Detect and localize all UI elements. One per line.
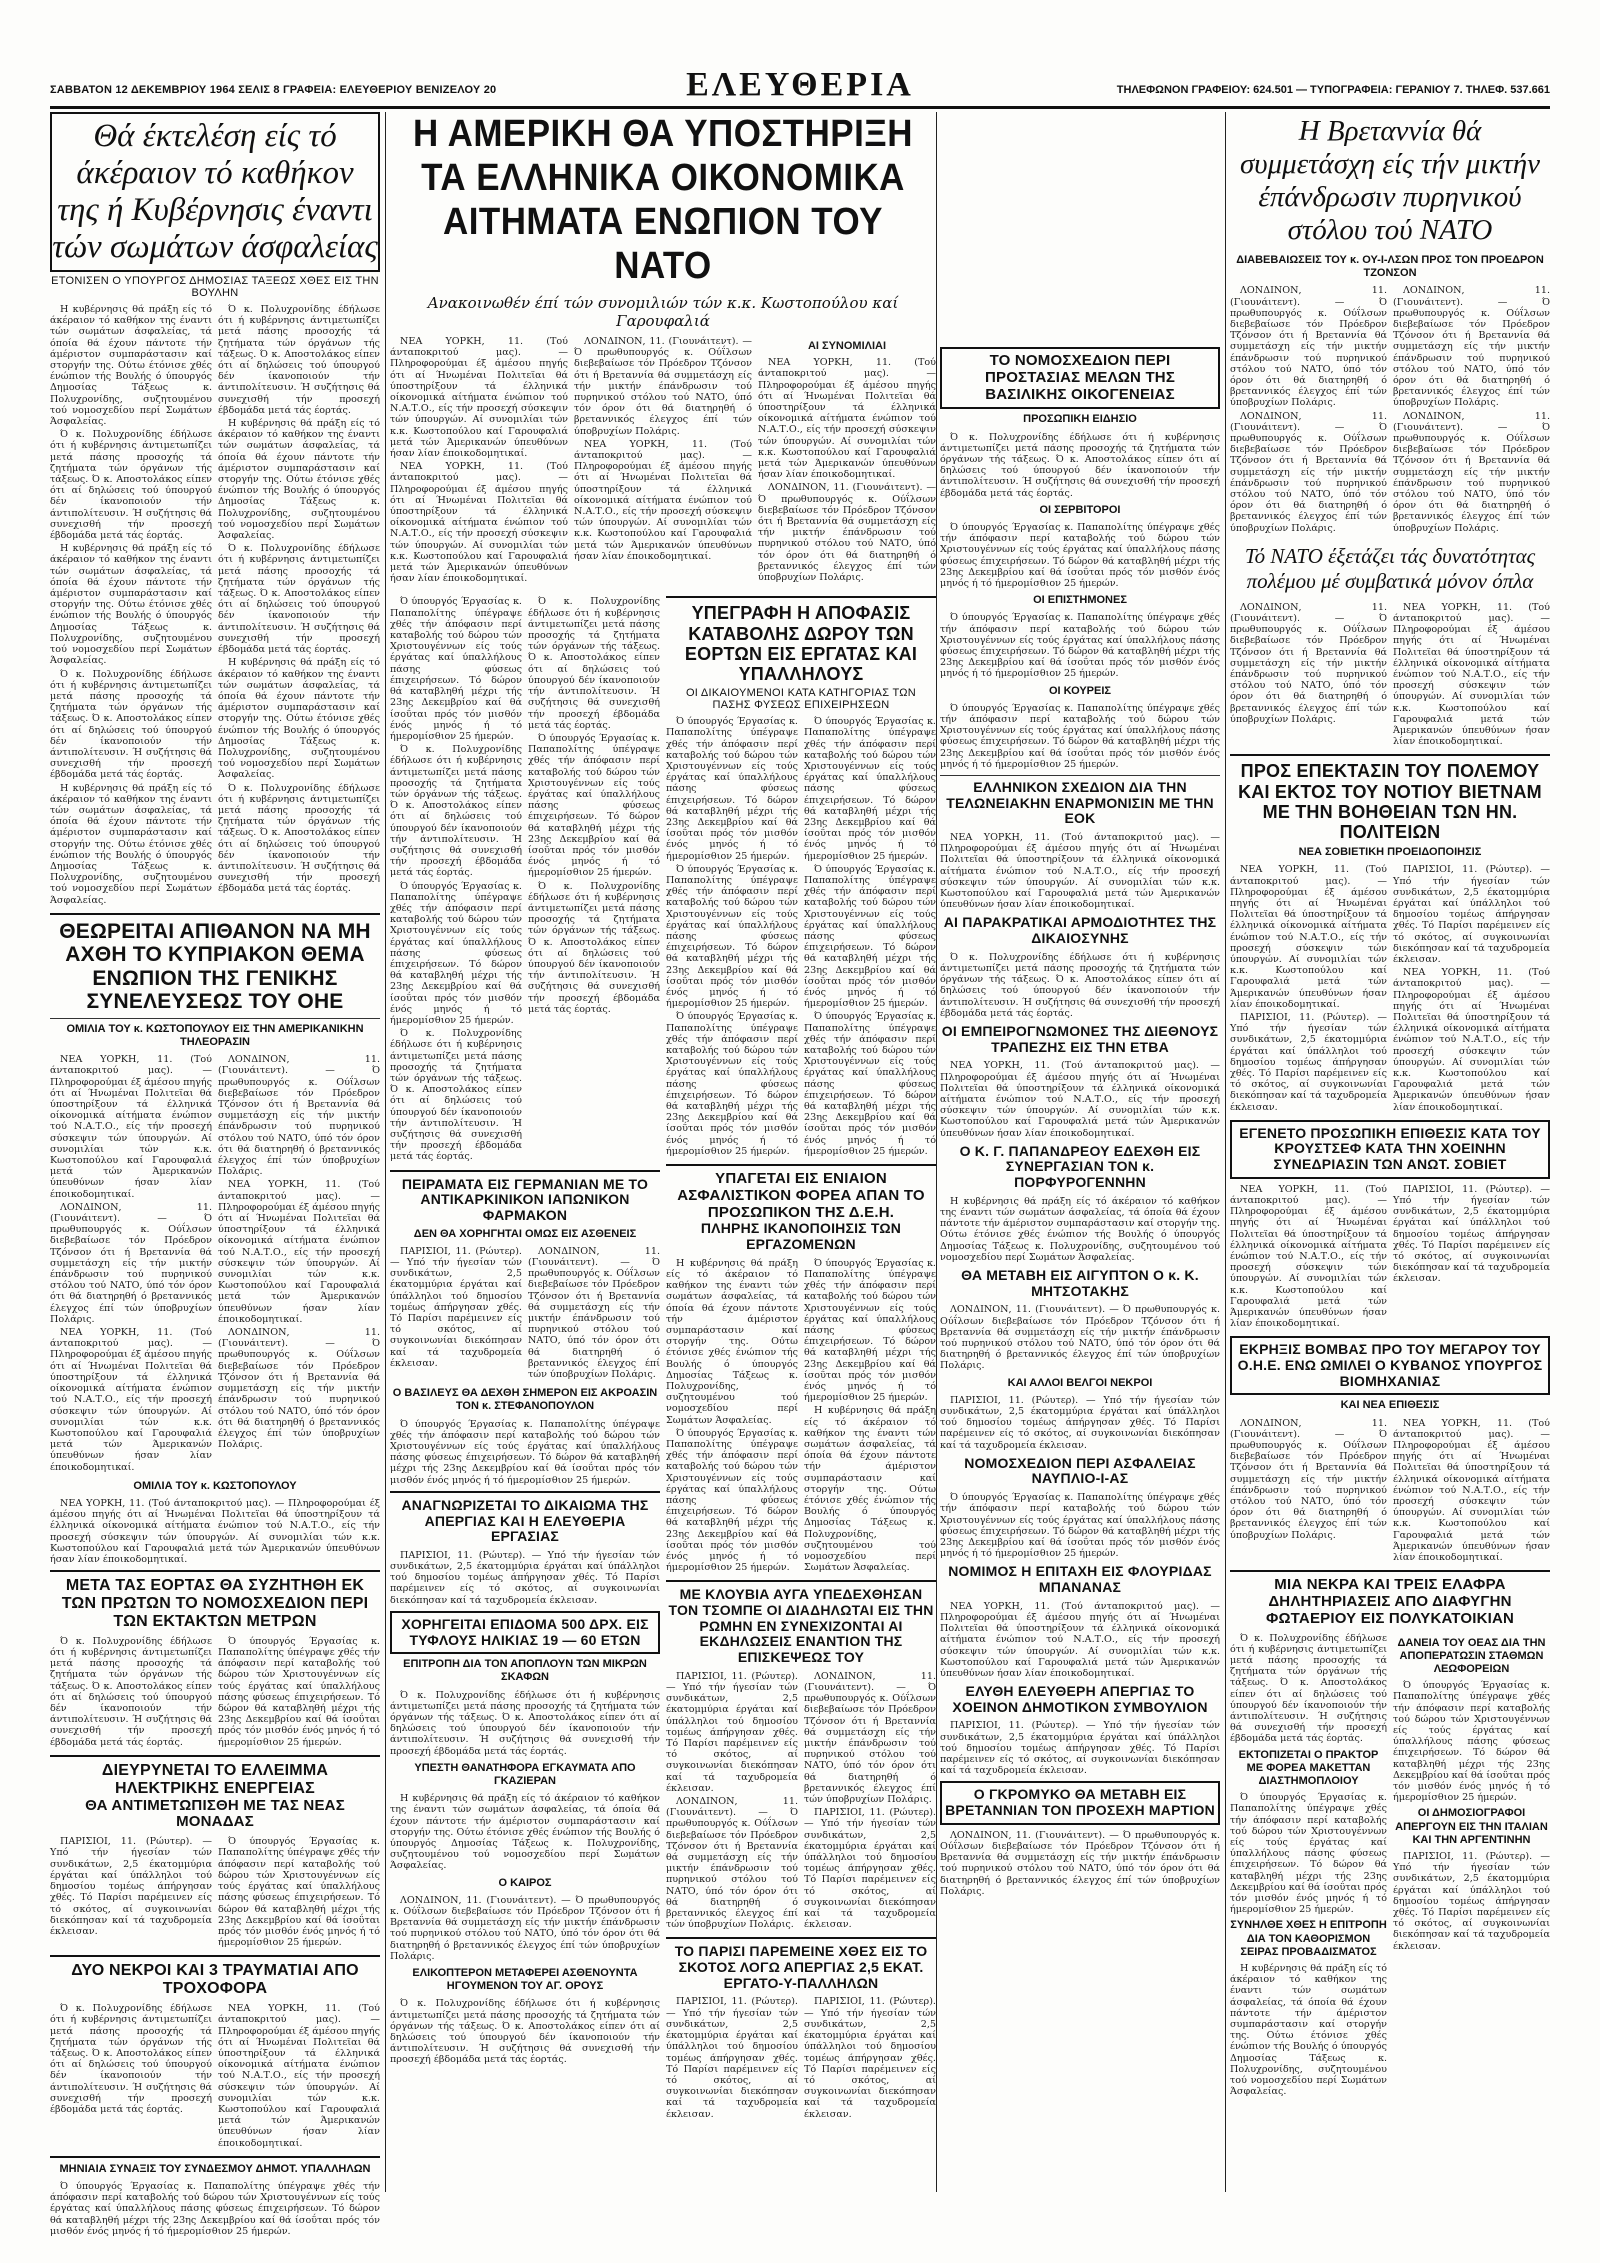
paragraph: ΛΟΝΔΙΝΟΝ, 11. (Γιουνάιτεντ). — Ό πρωθυπουργός κ. Ούΐλσων διεβεβαίωσε τόν Πρόεδρον Τζόνσον ότι ή Βρεταννία θά συμμετάσχη είς τήν μικτήν έπάνδρωσιν τού πυρηνικού στόλου τού ΝΑΤΟ, ύπό τόν όρον ότι θά διατηρηθή ό βρεταννικός έλεγχος έπί τών ύποβρυχίων Πολάρις. xyxy=(804,1670,936,1806)
divider xyxy=(940,775,1220,776)
paragraph: ΝΕΑ ΥΟΡΚΗ, 11. (Τού άνταποκριτού μας). — Πληροφορούμαι έξ άμέσου πηγής ότι αί Ήνωμέναι Πολιτεϊαι θά ύποστηρίξουν τά έλληνικά οίκονομικά αίτήματα ένώπιον τού Ν.Α.Τ.Ο., είς τήν προσεχή σύσκεψιν τών ύπουργών. Αί συνομιλίαι τών κ.κ. Κωστοπούλου καί Γαρουφαλιά μετά τών Άμερικανών ύπευθύνων ήσαν λίαν έποικοδομητικαί. xyxy=(50,1054,212,1200)
paragraph: ΠΑΡΙΣΙΟΙ, 11. (Ρώυτερ). — Υπό τήν ήγεσίαν τών συνδικάτων, 2,5 έκατομμύρια έργάται καί ύπάλληλοι τού δημοσίου τομέως άπήργησαν χθές. Τό Παρίσι παρέμεινεν είς τό σκότος, αί συγκοινωνίαι διεκόπησαν καί τά ταχυδρομεία έκλεισαν. xyxy=(50,1836,212,1937)
headline-insurance: ΥΠΑΓΕΤΑΙ ΕΙΣ ΕΝΙΑΙΟΝ ΑΣΦΑΛΙΣΤΙΚΟΝ ΦΟΡΕΑ ΑΠΑΝ ΤΟ ΠΡΟΣΩΠΙΚΟΝ ΤΗΣ Δ.Ε.Η. xyxy=(677,1170,925,1221)
headline-eec: ΕΛΛΗΝΙΚΟΝ ΣΧΕΔΙΟΝ ΔΙΑ ΤΗΝ ΤΕΛΩΝΕΙΑΚΗΝ ΕΝΑΡΜΟΝΙΣΙΝ ΜΕ ΤΗΝ ΕΟΚ xyxy=(946,779,1214,827)
paragraph: Ό ύπουργός Έργασίας κ. Παπαπολίτης ύπέγραψε χθές τήν άπόφασιν περί καταβολής τού δώρου τών Χριστουγέννων είς τούς έργάτας καί ύπαλλήλους πάσης φύσεως έπιχειρήσεων. Τό δώρον θά καταβληθή μέχρι τής 23ης Δεκεμβρίου καί θά ίσοΰται πρός τόν μισθόν ένός μηνός ή τό ήμερομίσθιον 25 ήμερών. xyxy=(390,596,522,742)
article-body xyxy=(50,1054,380,1475)
paragraph: ΝΕΑ ΥΟΡΚΗ, 11. (Τού άνταποκριτού μας). — Πληροφορούμαι έξ άμέσου πηγής ότι αί Ήνωμέναι Πολιτεϊαι θά ύποστηρίξουν τά έλληνικά οίκονομικά αίτήματα ένώπιον τού Ν.Α.Τ.Ο., είς τήν προσεχή σύσκεψιν τών ύπουργών. Αί συνομιλίαι τών κ.κ. Κωστοπούλου καί Γαρουφαλιά μετά τών Άμερικανών ύπευθύνων ήσαν λίαν έποικοδομητικαί. xyxy=(1230,1183,1387,1330)
paragraph: ΠΑΡΙΣΙΟΙ, 11. (Ρώυτερ). — Υπό τήν ήγεσίαν τών συνδικάτων, 2,5 έκατομμύρια έργάται καί ύπάλληλοι τού δημοσίου τομέως άπήργησαν χθές. Τό Παρίσι παρέμεινεν είς τό σκότος, αί συγκοινωνίαι διεκόπησαν καί τά ταχυδρομεία έκλεισαν. xyxy=(390,1549,660,1606)
headline-journalist: ΟΙ ΔΗΜΟΣΙΟΓΡΑΦΟΙ ΑΠΕΡΓΟΥΝ ΕΙΣ ΤΗΝ ΙΤΑΛΙΑΝ ΚΑΙ ΤΗΝ ΑΡΓΕΝΤΙΝΗΝ xyxy=(1395,1807,1548,1846)
headline-allowance: ΧΟΡΗΓΕΙΤΑΙ ΕΠΙΔΟΜΑ 500 ΔΡΧ. ΕΙΣ ΤΥΦΛΟΥΣ ΗΛΙΚΙΑΣ 19 — 60 ΕΤΩΝ xyxy=(390,1611,660,1654)
divider xyxy=(50,1955,380,1957)
paragraph: Ό κ. Πολυχρονίδης έδήλωσε ότι ή κυβέρνησις άντιμετωπίζει μετά πάσης προσοχής τά ζητήματα τών όργάνων τής τάξεως. Ό κ. Αποστολάκος είπεν ότι αί δηλώσεις τού ύπουργού δέν ίκανοποιούν τήν άντιπολίτευσιν. Ή συζήτησις θά συνεχισθή τήν προσεχή έβδομάδα μετά τάς έορτάς. xyxy=(218,304,380,416)
headline-eggs: ΜΕ ΚΛΟΥΒΙΑ ΑΥΓΑ ΥΠΕΔΕΧΘΗΣΑΝ ΤΟΝ ΤΣΟΜΠΕ ΟΙ ΔΙΑΔΗΛΩΤΑΙ ΕΙΣ ΤΗΝ ΡΩΜΗΝ ΕΝ ΣΥΝΕΧΙΖΟΝΤΑΙ ΑΙ ΕΚΔΗΛΩΣΕΙΣ ΕΝΑΝΤΙΟΝ ΤΗΣ ΕΠΙΣΚΕΨΕΩΣ ΤΟΥ xyxy=(668,1586,934,1666)
paragraph: ΠΑΡΙΣΙΟΙ, 11. (Ρώυτερ). — Υπό τήν ήγεσίαν τών συνδικάτων, 2,5 έκατομμύρια έργάται καί ύπάλληλοι τού δημοσίου τομέως άπήργησαν χθές. Τό Παρίσι παρέμεινεν είς τό σκότος, αί συγκοινωνίαι διεκόπησαν καί τά ταχυδρομεία έκλεισαν. xyxy=(666,1996,798,2120)
divider xyxy=(50,913,380,915)
article-body xyxy=(940,1492,1220,1559)
headline-cancer: ΠΕΙΡΑΜΑΤΑ ΕΙΣ ΓΕΡΜΑΝΙΑΝ ΜΕ ΤΟ ΑΝΤΙΚΑΡΚΙΝΙΚΟΝ ΙΑΠΩΝΙΚΟΝ ΦΑΡΜΑΚΟΝ xyxy=(401,1175,649,1223)
kicker-omilia: ΟΜΙΛΙΑ ΤΟΥ κ. ΚΩΣΤΟΠΟΥΛΟΥ xyxy=(133,1479,297,1492)
main-subhead: Ανακοινωθέν έπί τών συνομιλιών τών κ.κ. Κωστοπούλου καί Γαρουφαλιά xyxy=(427,294,899,330)
paragraph: ΛΟΝΔΙΝΟΝ, 11. (Γιουνάιτεντ). — Ό πρωθυπουργός κ. Ούΐλσων διεβεβαίωσε τόν Πρόεδρον Τζόνσον ότι ή Βρεταννία θά συμμετάσχη είς τήν μικτήν έπάνδρωσιν τού πυρηνικού στόλου τού ΝΑΤΟ, ύπό τόν όρον ότι θά διατηρηθή ό βρεταννικός έλεγχος έπί τών ύποβρυχίων Πολάρις. xyxy=(50,1201,212,1325)
paragraph: Ό κ. Πολυχρονίδης έδήλωσε ότι ή κυβέρνησις άντιμετωπίζει μετά πάσης προσοχής τά ζητήματα τών όργάνων τής τάξεως. Ό κ. Αποστολάκος είπεν ότι αί δηλώσεις τού ύπουργού δέν ίκανοποιούν τήν άντιπολίτευσιν. Ή συζήτησις θά συνεχισθή τήν προσεχή έβδομάδα μετά τάς έορτάς. xyxy=(218,782,380,895)
divider xyxy=(666,596,936,598)
headline-train: ΔΥΟ ΝΕΚΡΟΙ ΚΑΙ 3 ΤΡΑΥΜΑΤΙΑΙ ΑΠΟ ΤΡΟΧΟΦΟΡΑ xyxy=(71,1962,359,1998)
headline-nafplio: ΝΟΜΟΣΧΕΔΙΟΝ ΠΕΡΙ ΑΣΦΑΛΕΙΑΣ ΝΑΥΠΛΙΟ-Ι-ΑΣ xyxy=(964,1454,1196,1487)
paragraph: Ό κ. Πολυχρονίδης έδήλωσε ότι ή κυβέρνησις άντιμετωπίζει μετά πάσης προσοχής τά ζητήματα τών όργάνων τής τάξεως. Ό κ. Αποστολάκος είπεν ότι αί δηλώσεις τού ύπουργού δέν ίκανοποιούν τήν άντιπολίτευσιν. Ή συζήτησις θά συνεχισθή τήν προσεχή έβδομάδα μετά τάς έορτάς. xyxy=(218,543,380,656)
article-body xyxy=(1230,1792,1387,1915)
article-body xyxy=(1230,285,1550,535)
article-body xyxy=(50,1636,380,1750)
paragraph: ΝΕΑ ΥΟΡΚΗ, 11. (Τού άνταποκριτού μας). — Πληροφορούμαι έξ άμέσου πηγής ότι αί Ήνωμέναι Πολιτεϊαι θά ύποστηρίξουν τά έλληνικά οίκονομικά αίτήματα ένώπιον τού Ν.Α.Τ.Ο., είς τήν προσεχή σύσκεψιν τών ύπουργών. Αί συνομιλίαι τών κ.κ. Κωστοπούλου καί Γαρουφαλιά μετά τών Άμερικανών ύπευθύνων ήσαν λίαν έποικοδομητικαί. xyxy=(758,357,936,481)
article-body xyxy=(1230,1184,1550,1332)
headline-belgian: ΚΑΙ ΑΛΛΟΙ ΒΕΛΓΟΙ ΝΕΚΡΟΙ xyxy=(1007,1376,1153,1389)
paragraph: Ό ύπουργός Έργασίας κ. Παπαπολίτης ύπέγραψε χθές τήν άπόφασιν περί καταβολής τού δώρου τών Χριστουγέννων είς τούς έργάτας καί ύπαλλήλους πάσης φύσεως έπιχειρήσεων. Τό δώρον θά καταβληθή μέχρι τής 23ης Δεκεμβρίου καί θά ίσοΰται πρός τόν μισθόν ένός μηνός ή τό ήμερομίσθιον 25 ήμερών. xyxy=(218,1836,380,1949)
paragraph: Ό κ. Πολυχρονίδης έδήλωσε ότι ή κυβέρνησις άντιμετωπίζει μετά πάσης προσοχής τά ζητήματα τών όργάνων τής τάξεως. Ό κ. Αποστολάκος είπεν ότι αί δηλώσεις τού ύπουργού δέν ίκανοποιούν τήν άντιπολίτευσιν. Ή συζήτησις θά συνεχισθή τήν προσεχή έβδομάδα μετά τάς έορτάς. xyxy=(50,429,212,542)
paragraph: ΛΟΝΔΙΝΟΝ, 11. (Γιουνάιτεντ). — Ό πρωθυπουργός κ. Ούΐλσων διεβεβαίωσε τόν Πρόεδρον Τζόνσον ότι ή Βρεταννία θά συμμετάσχη είς τήν μικτήν έπάνδρωσιν τού πυρηνικού στόλου τού ΝΑΤΟ, ύπό τόν όρον ότι θά διατηρηθή ό βρεταννικός έλεγχος έπί τών ύποβρυχίων Πολάρις. xyxy=(218,1054,380,1178)
date-line: ΣΑΒΒΑΤΟΝ 12 ΔΕΚΕΜΒΡΙΟΥ 1964 ΣΕΛΙΣ 8 ΓΡΑΦΕΙΑ: ΕΛΕΥΘΕΡΙΟΥ ΒΕΝΙΖΕΛΟΥ 20 xyxy=(50,84,497,96)
headline-vietnam: ΠΡΟΣ ΕΠΕΚΤΑΣΙΝ ΤΟΥ ΠΟΛΕΜΟΥ ΚΑΙ ΕΚΤΟΣ ΤΟΥ ΝΟΤΙΟΥ ΒΙΕΤΝΑΜ ΜΕ ΤΗΝ ΒΟΗΘΕΙΑΝ ΤΩΝ ΗΝ. ΠΟΛΙΤΕΙΩΝ xyxy=(1238,761,1542,842)
article-body xyxy=(390,1419,660,1486)
two-col-section xyxy=(1230,1633,1550,2100)
article-body xyxy=(940,1601,1220,1679)
paragraph: ΝΕΑ ΥΟΡΚΗ, 11. (Τού άνταποκριτού μας). — Πληροφορούμαι έξ άμέσου πηγής ότι αί Ήνωμέναι Πολιτεϊαι θά ύποστηρίξουν τά έλληνικά οίκονομικά αίτήματα ένώπιον τού Ν.Α.Τ.Ο., είς τήν προσεχή σύσκεψιν τών ύπουργών. Αί συνομιλίαι τών κ.κ. Κωστοπούλου καί Γαρουφαλιά μετά τών Άμερικανών ύπευθύνων ήσαν λίαν έποικοδομητικαί. xyxy=(1393,1417,1550,1564)
paragraph: Η κυβέρνησις θά πράξη είς τό άκέραιον τό καθήκον της έναντι τών σωμάτων άσφαλείας, τά όποία θά έχουν πάντοτε τήν άμέριστον συμπαράστασιν καί στοργήν της. Ούτω έτόνισε χθές ένώπιον τής Βουλής ό ύπουργός Δημοσίας Τάξεως κ. Πολυχρονίδης, συζητουμένου τού νομοσχεδίου περί Σωμάτων Άσφαλείας. xyxy=(50,304,212,428)
lower-center xyxy=(390,591,936,2126)
column-rule xyxy=(936,112,937,2192)
paragraph: ΝΕΑ ΥΟΡΚΗ, 11. (Τού άνταποκριτού μας). — Πληροφορούμαι έξ άμέσου πηγής ότι αί Ήνωμέναι Πολιτεϊαι θά ύποστηρίξουν τά έλληνικά οίκονομικά αίτήματα ένώπιον τού Ν.Α.Τ.Ο., είς τήν προσεχή σύσκεψιν τών ύπουργών. Αί συνομιλίαι τών κ.κ. Κωστοπούλου καί Γαρουφαλιά μετά τών Άμερικανών ύπευθύνων ήσαν λίαν έποικοδομητικαί. xyxy=(390,336,568,460)
paragraph: Ό ύπουργός Έργασίας κ. Παπαπολίτης ύπέγραψε χθές τήν άπόφασιν περί καταβολής τού δώρου τών Χριστουγέννων είς τούς έργάτας καί ύπαλλήλους πάσης φύσεως έπιχειρήσεων. Τό δώρον θά καταβληθή μέχρι τής 23ης Δεκεμβρίου καί θά ίσοΰται πρός τόν μισθόν ένός μηνός ή τό ήμερομίσθιον 25 ήμερών. xyxy=(804,1011,936,1157)
paragraph: Ό κ. Πολυχρονίδης έδήλωσε ότι ή κυβέρνησις άντιμετωπίζει μετά πάσης προσοχής τά ζητήματα τών όργάνων τής τάξεως. Ό κ. Αποστολάκος είπεν ότι αί δηλώσεις τού ύπουργού δέν ίκανοποιούν τήν άντιπολίτευσιν. Ή συζήτησις θά συνεχισθή τήν προσεχή έβδομάδα μετά τάς έορτάς. xyxy=(940,431,1220,499)
article-body xyxy=(666,1996,936,2121)
paragraph: ΛΟΝΔΙΝΟΝ, 11. (Γιουνάιτεντ). — Ό πρωθυπουργός κ. Ούΐλσων διεβεβαίωσε τόν Πρόεδρον Τζόνσον ότι ή Βρεταννία θά συμμετάσχη είς τήν μικτήν έπάνδρωσιν τού πυρηνικού στόλου τού ΝΑΤΟ, ύπό τόν όρον ότι θά διατηρηθή ό βρεταννικός έλεγχος έπί τών ύποβρυχίων Πολάρις. xyxy=(666,1796,798,1931)
headline-khrushchev: ΕΓΕΝΕΤΟ ΠΡΟΣΩΠΙΚΗ ΕΠΙΘΕΣΙΣ ΚΑΤΑ ΤΟΥ ΚΡΟΥΣΤΣΕΦ ΚΑΤΑ ΤΗΝ ΧΟΕΙΝΗΝ ΣΥΝΕΔΡΙΑΣΙΝ ΤΩΝ ΑΝΩΤ. ΣΟΒΙΕΤ xyxy=(1230,1120,1550,1179)
article-body xyxy=(940,1196,1220,1263)
article-body xyxy=(390,1793,660,1871)
article-body xyxy=(50,1498,380,1565)
section-3: ΟΙ ΚΟΥΡΕΙΣ xyxy=(1048,684,1112,697)
headline-royal: ΤΟ ΝΟΜΟΣΧΕΔΙΟΝ ΠΕΡΙ ΠΡΟΣΤΑΣΙΑΣ ΜΕΛΩΝ ΤΗΣ ΒΑΣΙΛΙΚΗΣ ΟΙΚΟΓΕΝΕΙΑΣ xyxy=(940,347,1220,409)
article-body xyxy=(1230,1963,1387,2097)
paragraph: Ό ύπουργός Έργασίας κ. Παπαπολίτης ύπέγραψε χθές τήν άπόφασιν περί καταβολής τού δώρου τών Χριστουγέννων είς τούς έργάτας καί ύπαλλήλους πάσης φύσεως έπιχειρήσεων. Τό δώρον θά καταβληθή μέχρι τής 23ης Δεκεμβρίου καί θά ίσοΰται πρός τόν μισθόν ένός μηνός ή τό ήμερομίσθιον 25 ήμερών. xyxy=(666,716,798,862)
paragraph: ΝΕΑ ΥΟΡΚΗ, 11. (Τού άνταποκριτού μας). — Πληροφορούμαι έξ άμέσου πηγής ότι αί Ήνωμέναι Πολιτεϊαι θά ύποστηρίξουν τά έλληνικά οίκονομικά αίτήματα ένώπιον τού Ν.Α.Τ.Ο., είς τήν προσεχή σύσκεψιν τών ύπουργών. Αί συνομιλίαι τών κ.κ. Κωστοπούλου καί Γαρουφαλιά μετά τών Άμερικανών ύπευθύνων ήσαν λίαν έποικοδομητικαί. xyxy=(1230,864,1387,1010)
article-body xyxy=(1230,602,1550,750)
column-4 xyxy=(940,112,1220,2192)
paragraph: ΠΑΡΙΣΙΟΙ, 11. (Ρώυτερ). — Υπό τήν ήγεσίαν τών συνδικάτων, 2,5 έκατομμύρια έργάται καί ύπάλληλοι τού δημοσίου τομέως άπήργησαν χθές. Τό Παρίσι παρέμεινεν είς τό σκότος, αί συγκοινωνίαι διεκόπησαν καί τά ταχυδρομεία έκλεισαν. xyxy=(804,1807,936,1931)
paragraph: Η κυβέρνησις θά πράξη είς τό άκέραιον τό καθήκον της έναντι τών σωμάτων άσφαλείας, τά όποία θά έχουν πάντοτε τήν άμέριστον συμπαράστασιν καί στοργήν της. Ούτω έτόνισε χθές ένώπιον τής Βουλής ό ύπουργός Δημοσίας Τάξεως κ. Πολυχρονίδης, συζητουμένου τού νομοσχεδίου περί Σωμάτων Άσφαλείας. xyxy=(50,782,212,906)
article-body xyxy=(1230,1418,1550,1566)
paragraph: ΠΑΡΙΣΙΟΙ, 11. (Ρώυτερ). — Υπό τήν ήγεσίαν τών συνδικάτων, 2,5 έκατομμύρια έργάται καί ύπάλληλοι τού δημοσίου τομέως άπήργησαν χθές. Τό Παρίσι παρέμεινεν είς τό σκότος, αί συγκοινωνίαι διεκόπησαν καί τά ταχυδρομεία έκλεισαν. xyxy=(940,1394,1220,1451)
paragraph: Ό ύπουργός Έργασίας κ. Παπαπολίτης ύπέγραψε χθές τήν άπόφασιν περί καταβολής τού δώρου τών Χριστουγέννων είς τούς έργάτας καί ύπαλλήλους πάσης φύσεως έπιχειρήσεων. Τό δώρον θά καταβληθή μέχρι τής 23ης Δεκεμβρίου καί θά ίσοΰται πρός τόν μισθόν ένός μηνός ή τό ήμερομίσθιον 25 ήμερών. xyxy=(666,863,798,1010)
article-body xyxy=(1393,1680,1550,1803)
paragraph: Ό κ. Πολυχρονίδης έδήλωσε ότι ή κυβέρνησις άντιμετωπίζει μετά πάσης προσοχής τά ζητήματα τών όργάνων τής τάξεως. Ό κ. Αποστολάκος είπεν ότι αί δηλώσεις τού ύπουργού δέν ίκανοποιούν τήν άντιπολίτευσιν. Ή συζήτησις θά συνεχισθή τήν προσεχή έβδομάδα μετά τάς έορτάς. xyxy=(50,668,212,781)
paragraph: ΝΕΑ ΥΟΡΚΗ, 11. (Τού άνταποκριτού μας). — Πληροφορούμαι έξ άμέσου πηγής ότι αί Ήνωμέναι Πολιτεϊαι θά ύποστηρίξουν τά έλληνικά οίκονομικά αίτήματα ένώπιον τού Ν.Α.Τ.Ο., είς τήν προσεχή σύσκεψιν τών ύπουργών. Αί συνομιλίαι τών κ.κ. Κωστοπούλου καί Γαρουφαλιά μετά τών Άμερικανών ύπευθύνων ήσαν λίαν έποικοδομητικαί. xyxy=(940,1060,1220,1139)
paragraph: Ό ύπουργός Έργασίας κ. Παπαπολίτης ύπέγραψε χθές τήν άπόφασιν περί καταβολής τού δώρου τών Χριστουγέννων είς τούς έργάτας καί ύπαλλήλους πάσης φύσεως έπιχειρήσεων. Τό δώρον θά καταβληθή μέχρι τής 23ης Δεκεμβρίου καί θά ίσοΰται πρός τόν μισθόν ένός μηνός ή τό ήμερομίσθιον 25 ήμερών. xyxy=(940,702,1220,770)
paragraph: ΠΑΡΙΣΙΟΙ, 11. (Ρώυτερ). — Υπό τήν ήγεσίαν τών συνδικάτων, 2,5 έκατομμύρια έργάται καί ύπάλληλοι τού δημοσίου τομέως άπήργησαν χθές. Τό Παρίσι παρέμεινεν είς τό σκότος, αί συγκοινωνίαι διεκόπησαν καί τά ταχυδρομεία έκλεισαν. xyxy=(390,1245,522,1369)
article-body xyxy=(390,596,660,1164)
paragraph: Ό ύπουργός Έργασίας κ. Παπαπολίτης ύπέγραψε χθές τήν άπόφασιν περί καταβολής τού δώρου τών Χριστουγέννων είς τούς έργάτας καί ύπαλλήλους πάσης φύσεως έπιχειρήσεων. Τό δώρον θά καταβληθή μέχρι τής 23ης Δεκεμβρίου καί θά ίσοΰται πρός τόν μισθόν ένός μηνός ή τό ήμερομίσθιον 25 ήμερών. xyxy=(1393,1680,1550,1804)
article-body xyxy=(940,832,1220,910)
kicker-cyprus: ΟΜΙΛΙΑ ΤΟΥ κ. ΚΩΣΤΟΠΟΥΛΟΥ ΕΙΣ ΤΗΝ ΑΜΕΡΙΚΑΝΙΚΗΝ ΤΗΛΕΟΡΑΣΙΝ xyxy=(66,1022,364,1049)
divider xyxy=(1230,1570,1550,1572)
paragraph: ΝΕΑ ΥΟΡΚΗ, 11. (Τού άνταποκριτού μας). — Πληροφορούμαι έξ άμέσου πηγής ότι αί Ήνωμέναι Πολιτεϊαι θά ύποστηρίξουν τά έλληνικά οίκονομικά αίτήματα ένώπιον τού Ν.Α.Τ.Ο., είς τήν προσεχή σύσκεψιν τών ύπουργών. Αί συνομιλίαι τών κ.κ. Κωστοπούλου καί Γαρουφαλιά μετά τών Άμερικανών ύπευθύνων ήσαν λίαν έποικοδομητικαί. xyxy=(218,2003,380,2149)
kicker-cancer: ΔΕΝ ΘΑ ΧΟΡΗΓΗΤΑΙ ΟΜΩΣ ΕΙΣ ΑΣΘΕΝΕΙΣ xyxy=(413,1227,637,1240)
article-body xyxy=(666,1671,936,1933)
headline-gromyko: Ο ΓΚΡΟΜΥΚΟ ΘΑ ΜΕΤΑΒΗ ΕΙΣ ΒΡΕΤΑΝΝΙΑΝ ΤΟΝ ΠΡΟΣΕΧΗ ΜΑΡΤΙΟΝ xyxy=(940,1781,1220,1824)
headline-committee: ΣΥΝΗΛΘΕ ΧΘΕΣ Η ΕΠΙΤΡΟΠΗ ΔΙΑ ΤΟΝ ΚΑΘΟΡΙΣΜΟΝ ΣΕΙΡΑΣ ΠΡΟΒΑΔΙΣΜΑΤΟΣ xyxy=(1230,1919,1387,1958)
paragraph: Ό ύπουργός Έργασίας κ. Παπαπολίτης ύπέγραψε χθές τήν άπόφασιν περί καταβολής τού δώρου τών Χριστουγέννων είς τούς έργάτας καί ύπαλλήλους πάσης φύσεως έπιχειρήσεων. Τό δώρον θά καταβληθή μέχρι τής 23ης Δεκεμβρίου καί θά ίσοΰται πρός τόν μισθόν ένός μηνός ή τό ήμερομίσθιον 25 ήμερών. xyxy=(1230,1792,1387,1916)
paragraph: Ό κ. Πολυχρονίδης έδήλωσε ότι ή κυβέρνησις άντιμετωπίζει μετά πάσης προσοχής τά ζητήματα τών όργάνων τής τάξεως. Ό κ. Αποστολάκος είπεν ότι αί δηλώσεις τού ύπουργού δέν ίκανοποιούν τήν άντιπολίτευσιν. Ή συζήτησις θά συνεχισθή τήν προσεχή έβδομάδα μετά τάς έορτάς. xyxy=(390,744,522,879)
article-body xyxy=(940,522,1220,589)
column-1 xyxy=(50,112,380,2237)
article-body xyxy=(1393,1851,1550,1952)
article-body xyxy=(50,2003,380,2151)
article-body xyxy=(940,432,1220,499)
paragraph: Ό κ. Πολυχρονίδης έδήλωσε ότι ή κυβέρνησις άντιμετωπίζει μετά πάσης προσοχής τά ζητήματα τών όργάνων τής τάξεως. Ό κ. Αποστολάκος είπεν ότι αί δηλώσεις τού ύπουργού δέν ίκανοποιούν τήν άντιπολίτευσιν. Ή συζήτησις θά συνεχισθή τήν προσεχή έβδομάδα μετά τάς έορτάς. xyxy=(528,880,660,1015)
paragraph: ΛΟΝΔΙΝΟΝ, 11. (Γιουνάιτεντ). — Ό πρωθυπουργός κ. Ούΐλσων διεβεβαίωσε τόν Πρόεδρον Τζόνσον ότι ή Βρεταννία θά συμμετάσχη είς τήν μικτήν έπάνδρωσιν τού πυρηνικού στόλου τού ΝΑΤΟ, ύπό τόν όρον ότι θά διατηρηθή ό βρεταννικός έλεγχος έπί τών ύποβρυχίων Πολάρις. xyxy=(940,1829,1220,1897)
headline-egypt: ΘΑ ΜΕΤΑΒΗ ΕΙΣ ΑΙΓΥΠΤΟΝ Ο κ. Κ. ΜΗΤΣΟΤΑΚΗΣ xyxy=(961,1267,1199,1299)
paragraph: Ό ύπουργός Έργασίας κ. Παπαπολίτης ύπέγραψε χθές τήν άπόφασιν περί καταβολής τού δώρου τών Χριστουγέννων είς τούς έργάτας καί ύπαλλήλους πάσης φύσεως έπιχειρήσεων. Τό δώρον θά καταβληθή μέχρι τής 23ης Δεκεμβρίου καί θά ίσοΰται πρός τόν μισθόν ένός μηνός ή τό ήμερομίσθιον 25 ήμερών. xyxy=(50,2180,380,2237)
kicker-talks: ΑΙ ΣΥΝΟΜΙΛΙΑΙ xyxy=(807,340,887,352)
paragraph: Η κυβέρνησις θά πράξη είς τό άκέραιον τό καθήκον της έναντι τών σωμάτων άσφαλείας, τά όποία θά έχουν πάντοτε τήν άμέριστον συμπαράστασιν καί στοργήν της. Ούτω έτόνισε χθές ένώπιον τής Βουλής ό ύπουργός Δημοσίας Τάξεως κ. Πολυχρονίδης, συζητουμένου τού νομοσχεδίου περί Σωμάτων Άσφαλείας. xyxy=(940,1195,1221,1263)
lead-kicker: ΕΤΟΝΙΣΕΝ Ο ΥΠΟΥΡΓΟΣ ΔΗΜΟΣΙΑΣ ΤΑΞΕΩΣ ΧΘΕΣ ΕΙΣ ΤΗΝ ΒΟΥΛΗΝ xyxy=(51,275,379,299)
paragraph: Ό κ. Πολυχρονίδης έδήλωσε ότι ή κυβέρνησις άντιμετωπίζει μετά πάσης προσοχής τά ζητήματα τών όργάνων τής τάξεως. Ό κ. Αποστολάκος είπεν ότι αί δηλώσεις τού ύπουργού δέν ίκανοποιούν τήν άντιπολίτευσιν. Ή συζήτησις θά συνεχισθή τήν προσεχή έβδομάδα μετά τάς έορτάς. xyxy=(1230,1632,1387,1745)
lead-title: Θά έκτελέση είς τό άκέραιον τό καθήκον της ή Κυβέρνησις έναντι τών σωμάτων άσφαλείας xyxy=(50,112,380,272)
paragraph: ΠΑΡΙΣΙΟΙ, 11. (Ρώυτερ). — Υπό τήν ήγεσίαν τών συνδικάτων, 2,5 έκατομμύρια έργάται καί ύπάλληλοι τού δημοσίου τομέως άπήργησαν χθές. Τό Παρίσι παρέμεινεν είς τό σκότος, αί συγκοινωνίαι διεκόπησαν καί τά ταχυδρομεία έκλεισαν. xyxy=(1393,1851,1550,1952)
paragraph: Η κυβέρνησις θά πράξη είς τό άκέραιον τό καθήκον της έναντι τών σωμάτων άσφαλείας, τά όποία θά έχουν πάντοτε τήν άμέριστον συμπαράστασιν καί στοργήν της. Ούτω έτόνισε χθές ένώπιον τής Βουλής ό ύπουργός Δημοσίας Τάξεως κ. Πολυχρονίδης, συζητουμένου τού νομοσχεδίου περί Σωμάτων Άσφαλείας. xyxy=(390,1793,660,1872)
paragraph: ΝΕΑ ΥΟΡΚΗ, 11. (Τού άνταποκριτού μας). — Πληροφορούμαι έξ άμέσου πηγής ότι αί Ήνωμέναι Πολιτεϊαι θά ύποστηρίξουν τά έλληνικά οίκονομικά αίτήματα ένώπιον τού Ν.Α.Τ.Ο., είς τήν προσεχή σύσκεψιν τών ύπουργών. Αί συνομιλίαι τών κ.κ. Κωστοπούλου καί Γαρουφαλιά μετά τών Άμερικανών ύπευθύνων ήσαν λίαν έποικοδομητικαί. xyxy=(390,461,568,585)
britain-title: Η Βρεταννία θά συμμετάσχη είς τήν μικτήν έπάνδρωσιν πυρηνικού στόλου τού ΝΑΤΟ xyxy=(1239,115,1540,246)
divider xyxy=(390,1170,660,1172)
headline-loan: ΔΑΝΕΙΑ ΤΟΥ ΟΕΑΣ ΔΙΑ ΤΗΝ ΑΠΟΠΕΡΑΤΩΣΙΝ ΣΤΑΘΜΩΝ ΛΕΩΦΟΡΕΙΩΝ xyxy=(1397,1636,1546,1676)
article-body xyxy=(390,1246,660,1382)
paragraph: ΠΑΡΙΣΙΟΙ, 11. (Ρώυτερ). — Υπό τήν ήγεσίαν τών συνδικάτων, 2,5 έκατομμύρια έργάται καί ύπάλληλοι τού δημοσίου τομέως άπήργησαν χθές. Τό Παρίσι παρέμεινεν είς τό σκότος, αί συγκοινωνίαι διεκόπησαν καί τά ταχυδρομεία έκλεισαν. xyxy=(1230,1011,1387,1113)
headline-strike-gr: ΕΛΥΘΗ ΕΛΕΥΘΕΡΗ ΑΠΕΡΓΙΑΣ ΤΟ ΧΟΕΙΝΟΝ ΔΗΜΟΤΙΚΟΝ ΣΥΜΒΟΥΛΙΟΝ xyxy=(952,1683,1208,1715)
paragraph: ΛΟΝΔΙΝΟΝ, 11. (Γιουνάιτεντ). — Ό πρωθυπουργός κ. Ούΐλσων διεβεβαίωσε τόν Πρόεδρον Τζόνσον ότι ή Βρεταννία θά συμμετάσχη είς τήν μικτήν έπάνδρωσιν τού πυρηνικού στόλου τού ΝΑΤΟ, ύπό τόν όρον ότι θά διατηρηθή ό βρεταννικός έλεγχος έπί τών ύποβρυχίων Πολάρις. xyxy=(218,1327,380,1451)
divider xyxy=(666,1580,936,1582)
paragraph: Ό ύπουργός Έργασίας κ. Παπαπολίτης ύπέγραψε χθές τήν άπόφασιν περί καταβολής τού δώρου τών Χριστουγέννων είς τούς έργάτας καί ύπαλλήλους πάσης φύσεως έπιχειρήσεων. Τό δώρον θά καταβληθή μέχρι τής 23ης Δεκεμβρίου καί θά ίσοΰται πρός τόν μισθόν ένός μηνός ή τό ήμερομίσθιον 25 ήμερών. xyxy=(940,521,1220,589)
article-body xyxy=(940,1395,1220,1451)
headline-dead: ΜΙΑ ΝΕΚΡΑ ΚΑΙ ΤΡΕΙΣ ΕΛΑΦΡΑ ΔΗΛΗΤΗΡΙΑΣΕΙΣ ΑΠΟ ΔΙΑΦΥΓΗΝ ΦΩΤΑΕΡΙΟΥ ΕΙΣ ΠΟΛΥΚΑΤΟΙΚΙΑΝ xyxy=(1265,1576,1515,1627)
paragraph: Ό ύπουργός Έργασίας κ. Παπαπολίτης ύπέγραψε χθές τήν άπόφασιν περί καταβολής τού δώρου τών Χριστουγέννων είς τούς έργάτας καί ύπαλλήλους πάσης φύσεως έπιχειρήσεων. Τό δώρον θά καταβληθή μέχρι τής 23ης Δεκεμβρίου καί θά ίσοΰται πρός τόν μισθόν ένός μηνός ή τό ήμερομίσθιον 25 ήμερών. xyxy=(940,1492,1220,1560)
nato-war-headline: Τό ΝΑΤΟ έξετάζει τάς δυνατότητας πολέμου μέ συμβατικά μόνον όπλα xyxy=(1244,543,1536,593)
headline-bomb: ΕΚΡΗΞΙΣ ΒΟΜΒΑΣ ΠΡΟ ΤΟΥ ΜΕΓΑΡΟΥ ΤΟΥ Ο.Η.Ε. ΕΝΩ ΩΜΙΛΕΙ Ο ΚΥΒΑΝΟΣ ΥΠΟΥΡΓΟΣ ΒΙΟΜΗΧΑΝΙΑΣ xyxy=(1230,1336,1550,1395)
paragraph: Ό κ. Πολυχρονίδης έδήλωσε ότι ή κυβέρνησις άντιμετωπίζει μετά πάσης προσοχής τά ζητήματα τών όργάνων τής τάξεως. Ό κ. Αποστολάκος είπεν ότι αί δηλώσεις τού ύπουργού δέν ίκανοποιούν τήν άντιπολίτευσιν. Ή συζήτησις θά συνεχισθή τήν προσεχή έβδομάδα μετά τάς έορτάς. xyxy=(390,1689,660,1757)
kicker-gift: ΟΙ ΔΙΚΑΙΟΥΜΕΝΟΙ ΚΑΤΑ ΚΑΤΗΓΟΡΙΑΣ ΤΩΝ ΠΑΣΗΣ ΦΥΣΕΩΣ ΕΠΙΧΕΙΡΗΣΕΩΝ xyxy=(685,687,917,712)
headline-bank: ΟΙ ΕΜΠΕΙΡΟΓΝΩΜΟΝΕΣ ΤΗΣ ΔΙΕΘΝΟΥΣ ΤΡΑΠΕΖΗΣ ΕΙΣ ΤΗΝ ΕΤΒΑ xyxy=(941,1023,1219,1055)
column-5 xyxy=(1230,112,1550,2192)
paragraph: ΛΟΝΔΙΝΟΝ, 11. (Γιουνάιτεντ). — Ό πρωθυπουργός κ. Ούΐλσων διεβεβαίωσε τόν Πρόεδρον Τζόνσον ότι ή Βρεταννία θά συμμετάσχη είς τήν μικτήν έπάνδρωσιν τού πυρηνικού στόλου τού ΝΑΤΟ, ύπό τόν όρον ότι θά διατηρηθή ό βρεταννικός έλεγχος έπί τών ύποβρυχίων Πολάρις. xyxy=(574,336,752,437)
paragraph: Η κυβέρνησις θά πράξη είς τό άκέραιον τό καθήκον της έναντι τών σωμάτων άσφαλείας, τά όποία θά έχουν πάντοτε τήν άμέριστον συμπαράστασιν καί στοργήν της. Ούτω έτόνισε χθές ένώπιον τής Βουλής ό ύπουργός Δημοσίας Τάξεως κ. Πολυχρονίδης, συζητουμένου τού νομοσχεδίου περί Σωμάτων Άσφαλείας. xyxy=(50,543,212,667)
paragraph: ΝΕΑ ΥΟΡΚΗ, 11. (Τού άνταποκριτού μας). — Πληροφορούμαι έξ άμέσου πηγής ότι αί Ήνωμέναι Πολιτεϊαι θά ύποστηρίξουν τά έλληνικά οίκονομικά αίτήματα ένώπιον τού Ν.Α.Τ.Ο., είς τήν προσεχή σύσκεψιν τών ύπουργών. Αί συνομιλίαι τών κ.κ. Κωστοπούλου καί Γαρουφαλιά μετά τών Άμερικανών ύπευθύνων ήσαν λίαν έποικοδομητικαί. xyxy=(1393,967,1550,1113)
article-body xyxy=(940,612,1220,679)
article-body xyxy=(390,1998,660,2065)
paragraph: Ό ύπουργός Έργασίας κ. Παπαπολίτης ύπέγραψε χθές τήν άπόφασιν περί καταβολής τού δώρου τών Χριστουγέννων είς τούς έργάτας καί ύπαλλήλους πάσης φύσεως έπιχειρήσεων. Τό δώρον θά καταβληθή μέχρι τής 23ης Δεκεμβρίου καί θά ίσοΰται πρός τόν μισθόν ένός μηνός ή τό ήμερομίσθιον 25 ήμερών. xyxy=(390,1418,660,1486)
paragraph: ΝΕΑ ΥΟΡΚΗ, 11. (Τού άνταποκριτού μας). — Πληροφορούμαι έξ άμέσου πηγής ότι αί Ήνωμέναι Πολιτεϊαι θά ύποστηρίξουν τά έλληνικά οίκονομικά αίτήματα ένώπιον τού Ν.Α.Τ.Ο., είς τήν προσεχή σύσκεψιν τών ύπουργών. Αί συνομιλίαι τών κ.κ. Κωστοπούλου καί Γαρουφαλιά μετά τών Άμερικανών ύπευθύνων ήσαν λίαν έποικοδομητικαί. xyxy=(50,1497,380,1565)
contact-line: ΤΗΛΕΦΩΝΟΝ ΓΡΑΦΕΙΟΥ: 624.501 — ΤΥΠΟΓΡΑΦΕΙΑ: ΓΕΡΑΝΙΟΥ 7. ΤΗΛΕΦ. 537.661 xyxy=(1116,84,1550,96)
paragraph: ΝΕΑ ΥΟΡΚΗ, 11. (Τού άνταποκριτού μας). — Πληροφορούμαι έξ άμέσου πηγής ότι αί Ήνωμέναι Πολιτεϊαι θά ύποστηρίξουν τά έλληνικά οίκονομικά αίτήματα ένώπιον τού Ν.Α.Τ.Ο., είς τήν προσεχή σύσκεψιν τών ύπουργών. Αί συνομιλίαι τών κ.κ. Κωστοπούλου καί Γαρουφαλιά μετά τών Άμερικανών ύπευθύνων ήσαν λίαν έποικοδομητικαί. xyxy=(1393,601,1550,748)
article-body xyxy=(940,1304,1220,1371)
paragraph: ΝΕΑ ΥΟΡΚΗ, 11. (Τού άνταποκριτού μας). — Πληροφορούμαι έξ άμέσου πηγής ότι αί Ήνωμέναι Πολιτεϊαι θά ύποστηρίξουν τά έλληνικά οίκονομικά αίτήματα ένώπιον τού Ν.Α.Τ.Ο., είς τήν προσεχή σύσκεψιν τών ύπουργών. Αί συνομιλίαι τών κ.κ. Κωστοπούλου καί Γαρουφαλιά μετά τών Άμερικανών ύπευθύνων ήσαν λίαν έποικοδομητικαί. xyxy=(940,1600,1220,1679)
paragraph: Ό ύπουργός Έργασίας κ. Παπαπολίτης ύπέγραψε χθές τήν άπόφασιν περί καταβολής τού δώρου τών Χριστουγέννων είς τούς έργάτας καί ύπαλλήλους πάσης φύσεως έπιχειρήσεων. Τό δώρον θά καταβληθή μέχρι τής 23ης Δεκεμβρίου καί θά ίσοΰται πρός τόν μισθόν ένός μηνός ή τό ήμερομίσθιον 25 ήμερών. xyxy=(218,1635,380,1748)
headline-florida: ΝΟΜΙΜΟΣ Η ΕΠΙΤΑΧΗ ΕΙΣ ΦΛΟΥΡΙΔΑΣ ΜΠΑΝΑΝΑΣ xyxy=(948,1563,1212,1596)
article-body xyxy=(666,1258,936,1576)
article-body xyxy=(390,1550,660,1606)
section-0: ΟΙ ΣΕΡΒΙΤΟΡΟΙ xyxy=(1039,503,1121,516)
headline-emergency: ΜΕΤΑ ΤΑΣ ΕΟΡΤΑΣ ΘΑ ΣΥΖΗΤΗΘΗ ΕΚ ΤΩΝ ΠΡΩΤΩΝ ΤΟ ΝΟΜΟΣΧΕΔΙΟΝ ΠΕΡΙ ΤΩΝ ΕΚΤΑΚΤΩΝ ΜΕΤΡΩΝ xyxy=(61,1577,369,1630)
paragraph: ΛΟΝΔΙΝΟΝ, 11. (Γιουνάιτεντ). — Ό πρωθυπουργός κ. Ούΐλσων διεβεβαίωσε τόν Πρόεδρον Τζόνσον ότι ή Βρεταννία θά συμμετάσχη είς τήν μικτήν έπάνδρωσιν τού πυρηνικού στόλου τού ΝΑΤΟ, ύπό τόν όρον ότι θά διατηρηθή ό βρεταννικός έλεγχος έπί τών ύποβρυχίων Πολάρις. xyxy=(1230,1417,1387,1541)
paragraph: Ό κ. Πολυχρονίδης έδήλωσε ότι ή κυβέρνησις άντιμετωπίζει μετά πάσης προσοχής τά ζητήματα τών όργάνων τής τάξεως. Ό κ. Αποστολάκος είπεν ότι αί δηλώσεις τού ύπουργού δέν ίκανοποιούν τήν άντιπολίτευσιν. Ή συζήτησις θά συνεχισθή τήν προσεχή έβδομάδα μετά τάς έορτάς. xyxy=(50,2003,212,2115)
divider xyxy=(666,1937,936,1939)
paragraph: ΝΕΑ ΥΟΡΚΗ, 11. (Τού άνταποκριτού μας). — Πληροφορούμαι έξ άμέσου πηγής ότι αί Ήνωμέναι Πολιτεϊαι θά ύποστηρίξουν τά έλληνικά οίκονομικά αίτήματα ένώπιον τού Ν.Α.Τ.Ο., είς τήν προσεχή σύσκεψιν τών ύπουργών. Αί συνομιλίαι τών κ.κ. Κωστοπούλου καί Γαρουφαλιά μετά τών Άμερικανών ύπευθύνων ήσαν λίαν έποικοδομητικαί. xyxy=(50,1327,212,1473)
paragraph: Ό ύπουργός Έργασίας κ. Παπαπολίτης ύπέγραψε χθές τήν άπόφασιν περί καταβολής τού δώρου τών Χριστουγέννων είς τούς έργάτας καί ύπαλλήλους πάσης φύσεως έπιχειρήσεων. Τό δώρον θά καταβληθή μέχρι τής 23ης Δεκεμβρίου καί θά ίσοΰται πρός τόν μισθόν ένός μηνός ή τό ήμερομίσθιον 25 ήμερών. xyxy=(666,1427,798,1574)
article-body xyxy=(390,336,936,586)
article-body xyxy=(940,703,1220,770)
paragraph: ΠΑΡΙΣΙΟΙ, 11. (Ρώυτερ). — Υπό τήν ήγεσίαν τών συνδικάτων, 2,5 έκατομμύρια έργάται καί ύπάλληλοι τού δημοσίου τομέως άπήργησαν χθές. Τό Παρίσι παρέμεινεν είς τό σκότος, αί συγκοινωνίαι διεκόπησαν καί τά ταχυδρομεία έκλεισαν. xyxy=(1393,1183,1550,1285)
paragraph: ΛΟΝΔΙΝΟΝ, 11. (Γιουνάιτεντ). — Ό πρωθυπουργός κ. Ούΐλσων διεβεβαίωσε τόν Πρόεδρον Τζόνσον ότι ή Βρεταννία θά συμμετάσχη είς τήν μικτήν έπάνδρωσιν τού πυρηνικού στόλου τού ΝΑΤΟ, ύπό τόν όρον ότι θά διατηρηθή ό βρεταννικός έλεγχος έπί τών ύποβρυχίων Πολάρις. xyxy=(1230,410,1387,534)
paragraph: Ό κ. Πολυχρονίδης έδήλωσε ότι ή κυβέρνησις άντιμετωπίζει μετά πάσης προσοχής τά ζητήματα τών όργάνων τής τάξεως. Ό κ. Αποστολάκος είπεν ότι αί δηλώσεις τού ύπουργού δέν ίκανοποιούν τήν άντιπολίτευσιν. Ή συζήτησις θά συνεχισθή τήν προσεχή έβδομάδα μετά τάς έορτάς. xyxy=(390,1998,660,2066)
paragraph: Ό ύπουργός Έργασίας κ. Παπαπολίτης ύπέγραψε χθές τήν άπόφασιν περί καταβολής τού δώρου τών Χριστουγέννων είς τούς έργάτας καί ύπαλλήλους πάσης φύσεως έπιχειρήσεων. Τό δώρον θά καταβληθή μέχρι τής 23ης Δεκεμβρίου καί θά ίσοΰται πρός τόν μισθόν ένός μηνός ή τό ήμερομίσθιον 25 ήμερών. xyxy=(804,716,936,862)
headline-ships: ΕΠΙΤΡΟΠΗ ΔΙΑ ΤΟΝ ΑΠΟΠΛΟΥΝ ΤΩΝ ΜΙΚΡΩΝ ΣΚΑΦΩΝ xyxy=(403,1658,647,1684)
paragraph: ΠΑΡΙΣΙΟΙ, 11. (Ρώυτερ). — Υπό τήν ήγεσίαν τών συνδικάτων, 2,5 έκατομμύρια έργάται καί ύπάλληλοι τού δημοσίου τομέως άπήργησαν χθές. Τό Παρίσι παρέμεινεν είς τό σκότος, αί συγκοινωνίαι διεκόπησαν καί τά ταχυδρομεία έκλεισαν. xyxy=(1393,864,1550,965)
paragraph: Ό ύπουργός Έργασίας κ. Παπαπολίτης ύπέγραψε χθές τήν άπόφασιν περί καταβολής τού δώρου τών Χριστουγέννων είς τούς έργάτας καί ύπαλλήλους πάσης φύσεως έπιχειρήσεων. Τό δώρον θά καταβληθή μέχρι τής 23ης Δεκεμβρίου καί θά ίσοΰται πρός τόν μισθόν ένός μηνός ή τό ήμερομίσθιον 25 ήμερών. xyxy=(666,1011,798,1157)
newspaper-title: ΕΛΕΥΘΕΡΙΑ xyxy=(686,66,914,103)
paragraph: ΠΑΡΙΣΙΟΙ, 11. (Ρώυτερ). — Υπό τήν ήγεσίαν τών συνδικάτων, 2,5 έκατομμύρια έργάται καί ύπάλληλοι τού δημοσίου τομέως άπήργησαν χθές. Τό Παρίσι παρέμεινεν είς τό σκότος, αί συγκοινωνίαι διεκόπησαν καί τά ταχυδρομεία έκλεισαν. xyxy=(804,1996,936,2120)
headline-paris: ΤΟ ΠΑΡΙΣΙ ΠΑΡΕΜΕΙΝΕ ΧΘΕΣ ΕΙΣ ΤΟ ΣΚΟΤΟΣ ΛΟΓΩ ΑΠΕΡΓΙΑΣ 2,5 ΕΚΑΤ. ΕΡΓΑΤΟ-Υ-ΠΑΛΛΗΛΩΝ xyxy=(674,1943,928,1991)
subhead-insurance: ΠΛΗΡΗΣ ΙΚΑΝΟΠΟΙΗΣΙΣ ΤΩΝ ΕΡΓΑΖΟΜΕΝΩΝ xyxy=(700,1220,902,1253)
paragraph: Ό κ. Πολυχρονίδης έδήλωσε ότι ή κυβέρνησις άντιμετωπίζει μετά πάσης προσοχής τά ζητήματα τών όργάνων τής τάξεως. Ό κ. Αποστολάκος είπεν ότι αί δηλώσεις τού ύπουργού δέν ίκανοποιούν τήν άντιπολίτευσιν. Ή συζήτησις θά συνεχισθή τήν προσεχή έβδομάδα μετά τάς έορτάς. xyxy=(528,596,660,731)
paragraph: ΝΕΑ ΥΟΡΚΗ, 11. (Τού άνταποκριτού μας). — Πληροφορούμαι έξ άμέσου πηγής ότι αί Ήνωμέναι Πολιτεϊαι θά ύποστηρίξουν τά έλληνικά οίκονομικά αίτήματα ένώπιον τού Ν.Α.Τ.Ο., είς τήν προσεχή σύσκεψιν τών ύπουργών. Αί συνομιλίαι τών κ.κ. Κωστοπούλου καί Γαρουφαλιά μετά τών Άμερικανών ύπευθύνων ήσαν λίαν έποικοδομητικαί. xyxy=(940,832,1220,911)
paragraph: ΛΟΝΔΙΝΟΝ, 11. (Γιουνάιτεντ). — Ό πρωθυπουργός κ. Ούΐλσων διεβεβαίωσε τόν Πρόεδρον Τζόνσον ότι ή Βρεταννία θά συμμετάσχη είς τήν μικτήν έπάνδρωσιν τού πυρηνικού στόλου τού ΝΑΤΟ, ύπό τόν όρον ότι θά διατηρηθή ό βρεταννικός έλεγχος έπί τών ύποβρυχίων Πολάρις. xyxy=(1393,410,1550,534)
headline-papandreou: Ο Κ. Γ. ΠΑΠΑΝΔΡΕΟΥ ΕΔΕΧΘΗ ΕΙΣ ΣΥΝΕΡΓΑΣΙΑΝ ΤΟΝ κ. ΠΟΡΦΥΡΟΓΕΝΝΗΝ xyxy=(959,1142,1201,1191)
paragraph: Ό ύπουργός Έργασίας κ. Παπαπολίτης ύπέγραψε χθές τήν άπόφασιν περί καταβολής τού δώρου τών Χριστουγέννων είς τούς έργάτας καί ύπαλλήλους πάσης φύσεως έπιχειρήσεων. Τό δώρον θά καταβληθή μέχρι τής 23ης Δεκεμβρίου καί θά ίσοΰται πρός τόν μισθόν ένός μηνός ή τό ήμερομίσθιον 25 ήμερών. xyxy=(528,732,660,879)
headline-heli: ΕΛΙΚΟΠΤΕΡΟΝ ΜΕΤΑΦΕΡΕΙ ΑΣΘΕΝΟΥΝΤΑ ΗΓΟΥΜΕΝΟΝ ΤΟΥ ΑΓ. ΟΡΟΥΣ xyxy=(412,1967,638,1993)
divider xyxy=(666,1164,936,1166)
headline-death: ΥΠΕΣΤΗ ΘΑΝΑΤΗΦΟΡΑ ΕΓΚΑΥΜΑΤΑ ΑΠΟ ΓΚΑΖΙΕΡΑΝ xyxy=(414,1761,636,1788)
spacer xyxy=(940,112,1220,347)
paragraph: ΛΟΝΔΙΝΟΝ, 11. (Γιουνάιτεντ). — Ό πρωθυπουργός κ. Ούΐλσων διεβεβαίωσε τόν Πρόεδρον Τζόνσον ότι ή Βρεταννία θά συμμετάσχη είς τήν μικτήν έπάνδρωσιν τού πυρηνικού στόλου τού ΝΑΤΟ, ύπό τόν όρον ότι θά διατηρηθή ό βρεταννικός έλεγχος έπί τών ύποβρυχίων Πολάρις. xyxy=(1230,285,1387,409)
masthead xyxy=(50,68,1550,109)
paragraph: Η κυβέρνησις θά πράξη είς τό άκέραιον τό καθήκον της έναντι τών σωμάτων άσφαλείας, τά όποία θά έχουν πάντοτε τήν άμέριστον συμπαράστασιν καί στοργήν της. Ούτω έτόνισε χθές ένώπιον τής Βουλής ό ύπουργός Δημοσίας Τάξεως κ. Πολυχρονίδης, συζητουμένου τού νομοσχεδίου περί Σωμάτων Άσφαλείας. xyxy=(666,1257,798,1426)
column-2 xyxy=(390,591,660,2126)
paragraph: Ό ύπουργός Έργασίας κ. Παπαπολίτης ύπέγραψε χθές τήν άπόφασιν περί καταβολής τού δώρου τών Χριστουγέννων είς τούς έργάτας καί ύπαλλήλους πάσης φύσεως έπιχειρήσεων. Τό δώρον θά καταβληθή μέχρι τής 23ης Δεκεμβρίου καί θά ίσοΰται πρός τόν μισθόν ένός μηνός ή τό ήμερομίσθιον 25 ήμερών. xyxy=(390,880,522,1026)
article-body xyxy=(940,1720,1220,1776)
headline-strike: ΑΝΑΓΝΩΡΙΖΕΤΑΙ ΤΟ ΔΙΚΑΙΩΜΑ ΤΗΣ ΑΠΕΡΓΙΑΣ ΚΑΙ Η ΕΛΕΥΘΕΡΙΑ ΕΡΓΑΣΙΑΣ xyxy=(401,1496,649,1545)
subhead-electric: ΘΑ ΑΝΤΙΜΕΤΩΠΙΣΘΗ ΜΕ ΤΑΣ ΝΕΑΣ ΜΟΝΑΔΑΣ xyxy=(85,1796,345,1831)
paragraph: Η κυβέρνησις θά πράξη είς τό άκέραιον τό καθήκον της έναντι τών σωμάτων άσφαλείας, τά όποία θά έχουν πάντοτε τήν άμέριστον συμπαράστασιν καί στοργήν της. Ούτω έτόνισε χθές ένώπιον τής Βουλής ό ύπουργός Δημοσίας Τάξεως κ. Πολυχρονίδης, συζητουμένου τού νομοσχεδίου περί Σωμάτων Άσφαλείας. xyxy=(1230,1963,1387,2098)
headline-macedonia: ΕΚΤΟΠΙΖΕΤΑΙ Ο ΠΡΑΚΤΟΡ ΜΕ ΦΟΡΕΑ ΜΑΚΕΤΤΑΝ ΔΙΑΣΤΗΜΟΠΛΟΙΟΥ xyxy=(1238,1748,1379,1788)
divider xyxy=(50,1755,380,1757)
paragraph: Ό κ. Πολυχρονίδης έδήλωσε ότι ή κυβέρνησις άντιμετωπίζει μετά πάσης προσοχής τά ζητήματα τών όργάνων τής τάξεως. Ό κ. Αποστολάκος είπεν ότι αί δηλώσεις τού ύπουργού δέν ίκανοποιούν τήν άντιπολίτευσιν. Ή συζήτησις θά συνεχισθή τήν προσεχή έβδομάδα μετά τάς έορτάς. xyxy=(50,1635,212,1748)
headline-electric: ΔΙΕΥΡΥΝΕΤΑΙ ΤΟ ΕΛΛΕΙΜΜΑ ΗΛΕΚΤΡΙΚΗΣ ΕΝΕΡΓΕΙΑΣ xyxy=(101,1761,329,1797)
paragraph: ΛΟΝΔΙΝΟΝ, 11. (Γιουνάιτεντ). — Ό πρωθυπουργός κ. Ούΐλσων διεβεβαίωσε τόν Πρόεδρον Τζόνσον ότι ή Βρεταννία θά συμμετάσχη είς τήν μικτήν έπάνδρωσιν τού πυρηνικού στόλου τού ΝΑΤΟ, ύπό τόν όρον ότι θά διατηρηθή ό βρεταννικός έλεγχος έπί τών ύποβρυχίων Πολάρις. xyxy=(1393,285,1550,409)
paragraph: ΛΟΝΔΙΝΟΝ, 11. (Γιουνάιτεντ). — Ό πρωθυπουργός κ. Ούΐλσων διεβεβαίωσε τόν Πρόεδρον Τζόνσον ότι ή Βρεταννία θά συμμετάσχη είς τήν μικτήν έπάνδρωσιν τού πυρηνικού στόλου τού ΝΑΤΟ, ύπό τόν όρον ότι θά διατηρηθή ό βρεταννικός έλεγχος έπί τών ύποβρυχίων Πολάρις. xyxy=(940,1304,1220,1372)
britain-kicker: ΔΙΑΒΕΒΑΙΩΣΕΙΣ ΤΟΥ κ. ΟΥ-Ι-ΛΣΩΝ ΠΡΟΣ ΤΟΝ ΠΡΟΕΔΡΟΝ ΤΖΟΝΣΟΝ xyxy=(1236,254,1544,280)
paragraph: ΠΑΡΙΣΙΟΙ, 11. (Ρώυτερ). — Υπό τήν ήγεσίαν τών συνδικάτων, 2,5 έκατομμύρια έργάται καί ύπάλληλοι τού δημοσίου τομέως άπήργησαν χθές. Τό Παρίσι παρέμεινεν είς τό σκότος, αί συγκοινωνίαι διεκόπησαν καί τά ταχυδρομεία έκλεισαν. xyxy=(666,1670,798,1794)
paragraph: Ό κ. Πολυχρονίδης έδήλωσε ότι ή κυβέρνησις άντιμετωπίζει μετά πάσης προσοχής τά ζητήματα τών όργάνων τής τάξεως. Ό κ. Αποστολάκος είπεν ότι αί δηλώσεις τού ύπουργού δέν ίκανοποιούν τήν άντιπολίτευσιν. Ή συζήτησις θά συνεχισθή τήν προσεχή έβδομάδα μετά τάς έορτάς. xyxy=(390,1028,522,1163)
paragraph: Η κυβέρνησις θά πράξη είς τό άκέραιον τό καθήκον της έναντι τών σωμάτων άσφαλείας, τά όποία θά έχουν πάντοτε τήν άμέριστον συμπαράστασιν καί στοργήν της. Ούτω έτόνισε χθές ένώπιον τής Βουλής ό ύπουργός Δημοσίας Τάξεως κ. Πολυχρονίδης, συζητουμένου τού νομοσχεδίου περί Σωμάτων Άσφαλείας. xyxy=(804,1405,936,1574)
paragraph: ΝΕΑ ΥΟΡΚΗ, 11. (Τού άνταποκριτού μας). — Πληροφορούμαι έξ άμέσου πηγής ότι αί Ήνωμέναι Πολιτεϊαι θά ύποστηρίξουν τά έλληνικά οίκονομικά αίτήματα ένώπιον τού Ν.Α.Τ.Ο., είς τήν προσεχή σύσκεψιν τών ύπουργών. Αί συνομιλίαι τών κ.κ. Κωστοπούλου καί Γαρουφαλιά μετά τών Άμερικανών ύπευθύνων ήσαν λίαν έποικοδομητικαί. xyxy=(218,1179,380,1325)
kicker-vietnam: ΝΕΑ ΣΟΒΙΕΤΙΚΗ ΠΡΟΕΙΔΟΠΟΙΗΣΙΣ xyxy=(1298,846,1482,859)
column-3 xyxy=(666,591,936,2126)
headline-cyprus: ΘΕΩΡΕΙΤΑΙ ΑΠΙΘΑΝΟΝ ΝΑ ΜΗ ΑΧΘΗ ΤΟ ΚΥΠΡΙΑΚΟΝ ΘΕΜΑ ΕΝΩΠΙΟΝ ΤΗΣ ΓΕΝΙΚΗΣ ΣΥΝΕΛΕΥΣΕΩΣ ΤΟΥ ΟΗΕ xyxy=(59,919,371,1014)
article-body xyxy=(666,716,936,1159)
paragraph: Ό ύπουργός Έργασίας κ. Παπαπολίτης ύπέγραψε χθές τήν άπόφασιν περί καταβολής τού δώρου τών Χριστουγέννων είς τούς έργάτας καί ύπαλλήλους πάσης φύσεως έπιχειρήσεων. Τό δώρον θά καταβληθή μέχρι τής 23ης Δεκεμβρίου καί θά ίσοΰται πρός τόν μισθόν ένός μηνός ή τό ήμερομίσθιον 25 ήμερών. xyxy=(804,863,936,1010)
article-body xyxy=(940,952,1220,1019)
article-body xyxy=(1230,864,1550,1114)
divider xyxy=(50,1018,380,1019)
article-body xyxy=(50,1836,380,1950)
main-headline: Η ΑΜΕΡΙΚΗ ΘΑ ΥΠΟΣΤΗΡΙΞΗ ΤΑ ΕΛΛΗΝΙΚΑ ΟΙΚΟΝΟΜΙΚΑ ΑΙΤΗΜΑΤΑ ΕΝΩΠΙΟΝ ΤΟΥ ΝΑΤΟ xyxy=(413,113,913,287)
headline-king: Ο ΒΑΣΙΛΕΥΣ ΘΑ ΔΕΧΘΗ ΣΗΜΕΡΟΝ ΕΙΣ ΑΚΡΟΑΣΙΝ ΤΟΝ κ. ΣΤΕΦΑΝΟΠΟΥΛΟΝ xyxy=(392,1387,658,1413)
headline-judicial: ΑΙ ΠΑΡΑΚΡΑΤΙΚΑΙ ΑΡΜΟΔΙΟΤΗΤΕΣ ΤΗΣ ΔΙΚΑΙΟΣΥΝΗΣ xyxy=(943,914,1217,947)
headline-weather: Ο ΚΑΙΡΟΣ xyxy=(498,1876,552,1889)
column-rule xyxy=(385,112,386,2192)
paragraph: ΛΟΝΔΙΝΟΝ, 11. (Γιουνάιτεντ). — Ό πρωθυπουργός κ. Ούΐλσων διεβεβαίωσε τόν Πρόεδρον Τζόνσον ότι ή Βρεταννία θά συμμετάσχη είς τήν μικτήν έπάνδρωσιν τού πυρηνικού στόλου τού ΝΑΤΟ, ύπό τόν όρον ότι θά διατηρηθή ό βρεταννικός έλεγχος έπί τών ύποβρυχίων Πολάρις. xyxy=(1230,601,1387,725)
kicker-bomb: ΚΑΙ ΝΕΑ ΕΠΙΘΕΣΙΣ xyxy=(1340,1399,1440,1412)
newspaper-page xyxy=(50,66,1550,2237)
paragraph: Η κυβέρνησις θά πράξη είς τό άκέραιον τό καθήκον της έναντι τών σωμάτων άσφαλείας, τά όποία θά έχουν πάντοτε τήν άμέριστον συμπαράστασιν καί στοργήν της. Ούτω έτόνισε χθές ένώπιον τής Βουλής ό ύπουργός Δημοσίας Τάξεως κ. Πολυχρονίδης, συζητουμένου τού νομοσχεδίου περί Σωμάτων Άσφαλείας. xyxy=(218,657,380,781)
paragraph: ΠΑΡΙΣΙΟΙ, 11. (Ρώυτερ). — Υπό τήν ήγεσίαν τών συνδικάτων, 2,5 έκατομμύρια έργάται καί ύπάλληλοι τού δημοσίου τομέως άπήργησαν χθές. Τό Παρίσι παρέμεινεν είς τό σκότος, αί συγκοινωνίαι διεκόπησαν καί τά ταχυδρομεία έκλεισαν. xyxy=(940,1720,1220,1777)
paragraph: Ό ύπουργός Έργασίας κ. Παπαπολίτης ύπέγραψε χθές τήν άπόφασιν περί καταβολής τού δώρου τών Χριστουγέννων είς τούς έργάτας καί ύπαλλήλους πάσης φύσεως έπιχειρήσεων. Τό δώρον θά καταβληθή μέχρι τής 23ης Δεκεμβρίου καί θά ίσοΰται πρός τόν μισθόν ένός μηνός ή τό ήμερομίσθιον 25 ήμερών. xyxy=(940,612,1220,680)
article-body xyxy=(390,1690,660,1757)
center-block xyxy=(390,112,936,2192)
column-rule xyxy=(1225,112,1226,2192)
article-body xyxy=(940,1830,1220,1897)
paragraph: ΝΕΑ ΥΟΡΚΗ, 11. (Τού άνταποκριτού μας). — Πληροφορούμαι έξ άμέσου πηγής ότι αί Ήνωμέναι Πολιτεϊαι θά ύποστηρίξουν τά έλληνικά οίκονομικά αίτήματα ένώπιον τού Ν.Α.Τ.Ο., είς τήν προσεχή σύσκεψιν τών ύπουργών. Αί συνομιλίαι τών κ.κ. Κωστοπούλου καί Γαρουφαλιά μετά τών Άμερικανών ύπευθύνων ήσαν λίαν έποικοδομητικαί. xyxy=(574,438,752,562)
article-body xyxy=(390,1895,660,1962)
divider xyxy=(390,1491,660,1493)
paragraph: Ό κ. Πολυχρονίδης έδήλωσε ότι ή κυβέρνησις άντιμετωπίζει μετά πάσης προσοχής τά ζητήματα τών όργάνων τής τάξεως. Ό κ. Αποστολάκος είπεν ότι αί δηλώσεις τού ύπουργού δέν ίκανοποιούν τήν άντιπολίτευσιν. Ή συζήτησις θά συνεχισθή τήν προσεχή έβδομάδα μετά τάς έορτάς. xyxy=(940,951,1220,1019)
divider xyxy=(1230,754,1550,756)
paragraph: Η κυβέρνησις θά πράξη είς τό άκέραιον τό καθήκον της έναντι τών σωμάτων άσφαλείας, τά όποία θά έχουν πάντοτε τήν άμέριστον συμπαράστασιν καί στοργήν της. Ούτω έτόνισε χθές ένώπιον τής Βουλής ό ύπουργός Δημοσίας Τάξεως κ. Πολυχρονίδης, συζητουμένου τού νομοσχεδίου περί Σωμάτων Άσφαλείας. xyxy=(218,418,380,542)
article-body xyxy=(50,304,380,908)
kicker-royal: ΠΡΟΣΩΠΙΚΗ ΕΙΔΗΣΙΟ xyxy=(1023,413,1137,426)
headline-meeting: ΜΗΝΙΑΙΑ ΣΥΝΑΞΙΣ ΤΟΥ ΣΥΝΔΕΣΜΟΥ ΔΗΜΟΤ. ΥΠΑΛΛΗΛΩΝ xyxy=(59,2162,371,2175)
section-1: ΟΙ ΕΠΙΣΤΗΜΟΝΕΣ xyxy=(1033,594,1127,607)
paragraph: Ό ύπουργός Έργασίας κ. Παπαπολίτης ύπέγραψε χθές τήν άπόφασιν περί καταβολής τού δώρου τών Χριστουγέννων είς τούς έργάτας καί ύπαλλήλους πάσης φύσεως έπιχειρήσεων. Τό δώρον θά καταβληθή μέχρι τής 23ης Δεκεμβρίου καί θά ίσοΰται πρός τόν μισθόν ένός μηνός ή τό ήμερομίσθιον 25 ήμερών. xyxy=(804,1257,936,1404)
divider xyxy=(50,1570,380,1572)
divider xyxy=(50,2156,380,2158)
headline-gift: ΥΠΕΓΡΑΦΗ Η ΑΠΟΦΑΣΙΣ ΚΑΤΑΒΟΛΗΣ ΔΩΡΟΥ ΤΩΝ ΕΟΡΤΩΝ ΕΙΣ ΕΡΓΑΤΑΣ ΚΑΙ ΥΠΑΛΛΗΛΟΥΣ xyxy=(684,603,918,684)
paragraph: ΛΟΝΔΙΝΟΝ, 11. (Γιουνάιτεντ). — Ό πρωθυπουργός κ. Ούΐλσων διεβεβαίωσε τόν Πρόεδρον Τζόνσον ότι ή Βρεταννία θά συμμετάσχη είς τήν μικτήν έπάνδρωσιν τού πυρηνικού στόλου τού ΝΑΤΟ, ύπό τόν όρον ότι θά διατηρηθή ό βρεταννικός έλεγχος έπί τών ύποβρυχίων Πολάρις. xyxy=(528,1245,660,1381)
paragraph: ΛΟΝΔΙΝΟΝ, 11. (Γιουνάιτεντ). — Ό πρωθυπουργός κ. Ούΐλσων διεβεβαίωσε τόν Πρόεδρον Τζόνσον ότι ή Βρεταννία θά συμμετάσχη είς τήν μικτήν έπάνδρωσιν τού πυρηνικού στόλου τού ΝΑΤΟ, ύπό τόν όρον ότι θά διατηρηθή ό βρεταννικός έλεγχος έπί τών ύποβρυχίων Πολάρις. xyxy=(758,482,936,584)
article-body xyxy=(940,1060,1220,1138)
article-body xyxy=(1230,1633,1387,1745)
paragraph: ΛΟΝΔΙΝΟΝ, 11. (Γιουνάιτεντ). — Ό πρωθυπουργός κ. Ούΐλσων διεβεβαίωσε τόν Πρόεδρον Τζόνσον ότι ή Βρεταννία θά συμμετάσχη είς τήν μικτήν έπάνδρωσιν τού πυρηνικού στόλου τού ΝΑΤΟ, ύπό τόν όρον ότι θά διατηρηθή ό βρεταννικός έλεγχος έπί τών ύποβρυχίων Πολάρις. xyxy=(390,1894,660,1962)
article-body xyxy=(50,2181,380,2237)
